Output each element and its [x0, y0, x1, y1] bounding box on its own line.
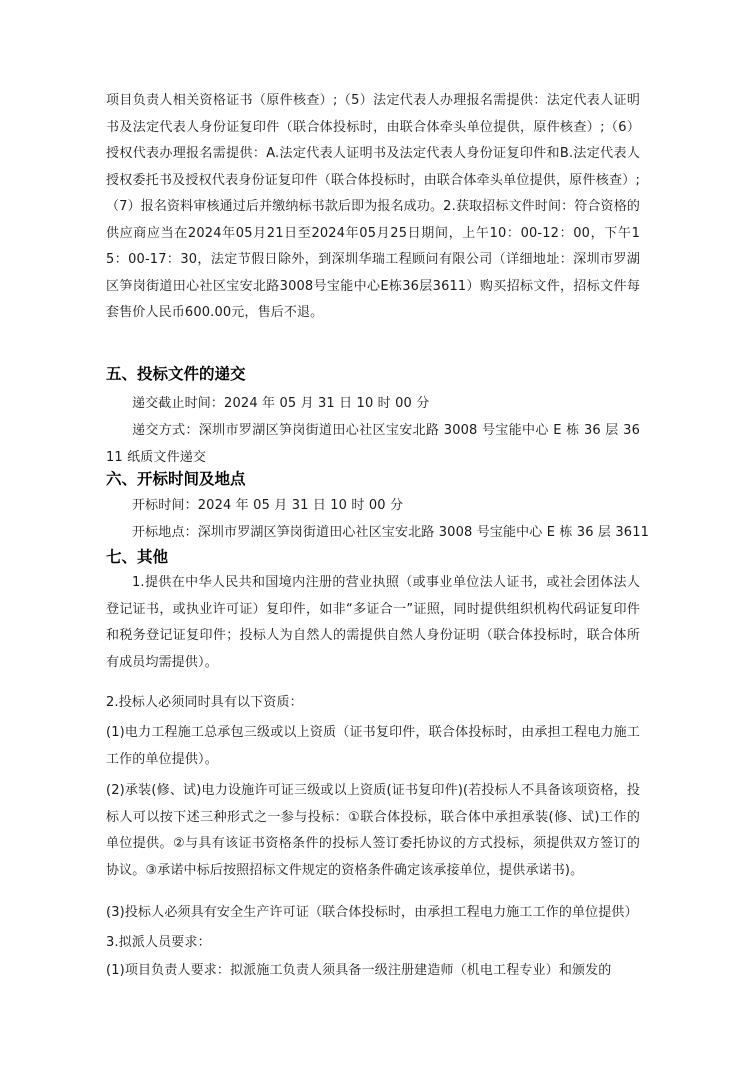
opening-time: 开标时间：2024 年 05 月 31 日 10 时 00 分	[132, 498, 404, 513]
section-heading-5: 五、投标文件的递交	[106, 365, 246, 383]
opening-place: 开标地点：深圳市罗湖区笋岗街道田心社区宝安北路 3008 号宝能中心 E 栋 36 层 3611	[132, 525, 650, 540]
submission-method: 递交方式：深圳市罗湖区笋岗街道田心社区宝安北路 3008 号宝能中心 E 栋 36 层 3611 纸质文件递交	[106, 423, 640, 465]
registration-paragraph: 项目负责人相关资格证书（原件核查）;（5）法定代表人办理报名需提供：法定代表人证明书及法定代表人身份证复印件（联合体投标时，由联合体牵头单位提供，原件核查）;（6）授权代表办理报名需提供：A.法定代表人证明书及法定代表人身份证复印件和B.法定代表人授权委托书及授权代表身份证复印件（联合体投标时，由联合体牵头单位提供，原件核查）;（7）报名资料审核通过后并缴纳标书款后即为报名成功。2.获取招标文件时间：符合资格的供应商应当在2024年05月21日至2024年05月25日期间，上午10：00-12：00，下午15：00-17：30，法定节假日除外，到深圳华瑞工程顾问有限公司（详细地址：深圳市罗湖区笋岗街道田心社区宝安北路3008号宝能中心E栋36层3611）购买招标文件，招标文件每套售价人民币600.00元，售后不退。	[106, 93, 640, 320]
qualification-1: (1)电力工程施工总承包三级或以上资质（证书复印件，联合体投标时，由承担工程电力施工工作的单位提供）。	[106, 725, 640, 767]
other-item-2: 2.投标人必须同时具有以下资质：	[106, 695, 303, 710]
qualification-3: (3)投标人必须具有安全生产许可证（联合体投标时，由承担工程电力施工工作的单位提供）	[106, 905, 638, 920]
section-heading-7: 七、其他	[106, 548, 169, 566]
submission-deadline: 递交截止时间：2024 年 05 月 31 日 10 时 00 分	[132, 396, 430, 411]
other-item-3: 3.拟派人员要求：	[106, 935, 211, 950]
section-heading-6: 六、开标时间及地点	[106, 470, 246, 488]
other-item-1: 1.提供在中华人民共和国境内注册的营业执照（或事业单位法人证书，或社会团体法人登记证书，或执业许可证）复印件，如非“多证合一”证照，同时提供组织机构代码证复印件和税务登记证复印件；投标人为自然人的需提供自然人身份证明（联合体投标时，联合体所有成员均需提供）。	[106, 575, 640, 670]
qualification-2: (2)承装(修、试)电力设施许可证三级或以上资质(证书复印件)(若投标人不具备该项资格，投标人可以按下述三种形式之一参与投标：①联合体投标，联合体中承担承装(修、试)工作的单位提供。②与具有该证书资格条件的投标人签订委托协议的方式投标，须提供双方签订的协议。③承诺中标后按照招标文件规定的资格条件确定该承接单位，提供承诺书)。	[106, 783, 640, 878]
personnel-requirement-1: (1)项目负责人要求：拟派施工负责人须具备一级注册建造师（机电工程专业）和颁发的	[106, 963, 612, 978]
